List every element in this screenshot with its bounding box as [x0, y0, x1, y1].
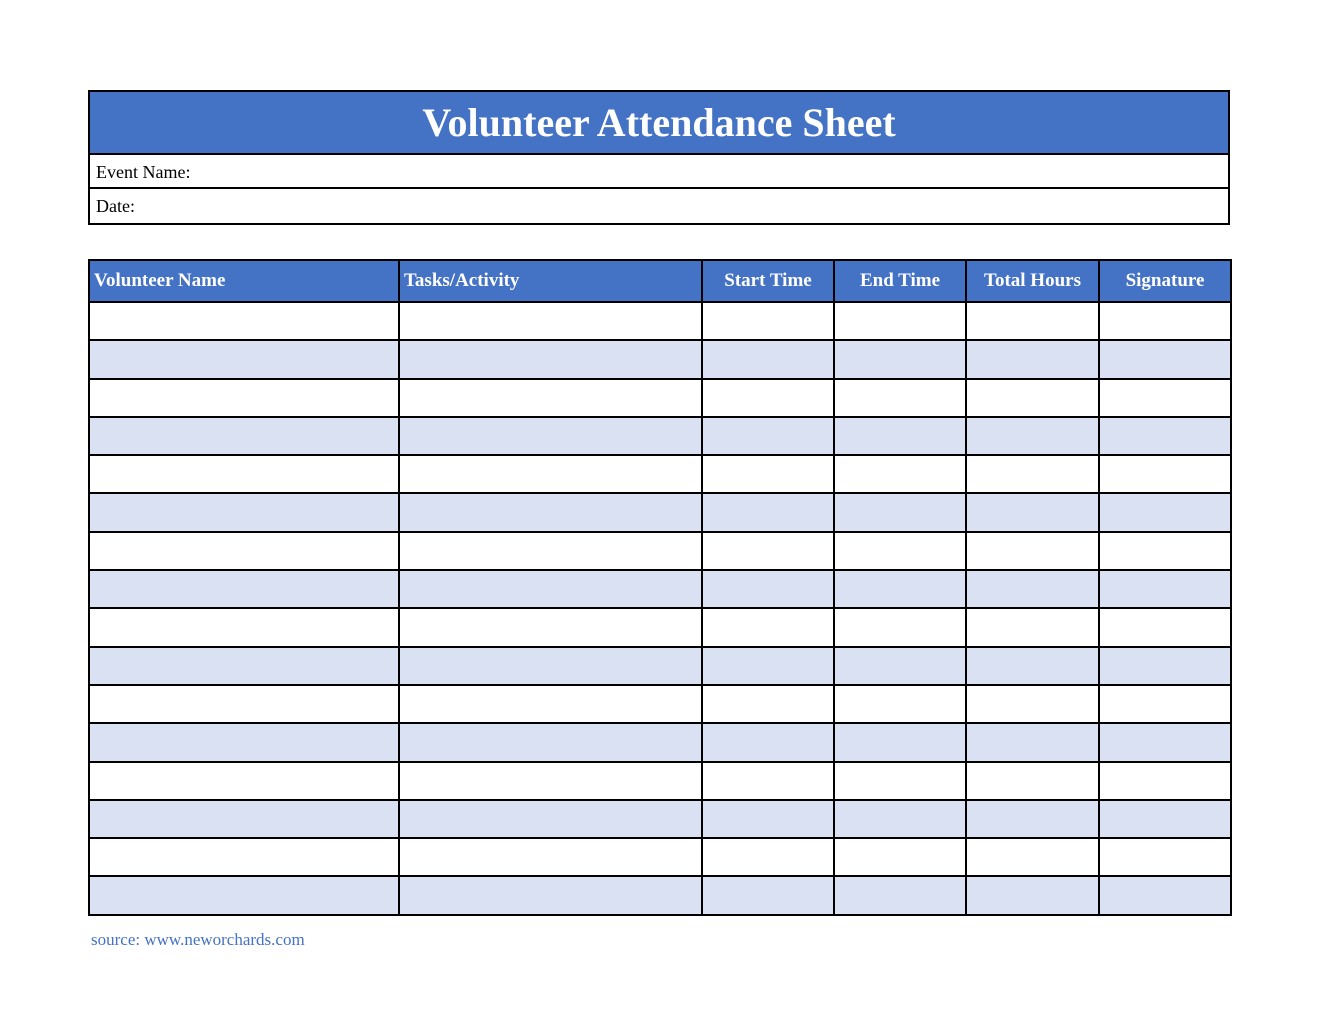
signature-cell[interactable] [1099, 379, 1231, 417]
tasks-activity-cell[interactable] [399, 800, 702, 838]
volunteer-name-cell[interactable] [89, 302, 399, 340]
signature-cell[interactable] [1099, 876, 1231, 914]
sheet-header [88, 90, 1230, 225]
total-hours-cell[interactable] [966, 838, 1099, 876]
tasks-activity-cell[interactable] [399, 455, 702, 493]
tasks-activity-cell[interactable] [399, 608, 702, 646]
signature-cell[interactable] [1099, 455, 1231, 493]
start-time-cell[interactable] [702, 340, 834, 378]
signature-cell[interactable] [1099, 302, 1231, 340]
end-time-cell[interactable] [834, 570, 966, 608]
volunteer-name-cell[interactable] [89, 685, 399, 723]
signature-cell[interactable] [1099, 493, 1231, 531]
volunteer-name-cell[interactable] [89, 647, 399, 685]
tasks-activity-cell[interactable] [399, 647, 702, 685]
start-time-cell[interactable] [702, 455, 834, 493]
total-hours-cell[interactable] [966, 340, 1099, 378]
tasks-activity-cell[interactable] [399, 685, 702, 723]
signature-cell[interactable] [1099, 762, 1231, 800]
tasks-activity-cell[interactable] [399, 723, 702, 761]
signature-cell[interactable] [1099, 608, 1231, 646]
end-time-cell[interactable] [834, 340, 966, 378]
table-row [89, 723, 1231, 761]
event-name-label: Event Name: [96, 162, 191, 182]
end-time-cell[interactable] [834, 493, 966, 531]
volunteer-name-cell[interactable] [89, 532, 399, 570]
end-time-cell[interactable] [834, 379, 966, 417]
total-hours-cell[interactable] [966, 532, 1099, 570]
signature-cell[interactable] [1099, 532, 1231, 570]
signature-cell[interactable] [1099, 647, 1231, 685]
end-time-cell[interactable] [834, 302, 966, 340]
start-time-cell[interactable] [702, 302, 834, 340]
source-link[interactable]: source: www.neworchards.com [91, 930, 305, 949]
volunteer-name-cell[interactable] [89, 340, 399, 378]
total-hours-cell[interactable] [966, 800, 1099, 838]
table-row [89, 762, 1231, 800]
volunteer-name-cell[interactable] [89, 379, 399, 417]
start-time-cell[interactable] [702, 570, 834, 608]
column-header-tasks-activity: Tasks/Activity [399, 260, 702, 302]
column-header-signature: Signature [1099, 260, 1231, 302]
tasks-activity-cell[interactable] [399, 876, 702, 914]
volunteer-name-cell[interactable] [89, 493, 399, 531]
start-time-cell[interactable] [702, 608, 834, 646]
start-time-cell[interactable] [702, 838, 834, 876]
table-row [89, 340, 1231, 378]
total-hours-cell[interactable] [966, 876, 1099, 914]
volunteer-name-cell[interactable] [89, 762, 399, 800]
volunteer-name-cell[interactable] [89, 838, 399, 876]
signature-cell[interactable] [1099, 340, 1231, 378]
date-label: Date: [96, 196, 135, 216]
total-hours-cell[interactable] [966, 762, 1099, 800]
total-hours-cell[interactable] [966, 493, 1099, 531]
tasks-activity-cell[interactable] [399, 302, 702, 340]
table-header-row [89, 260, 1231, 302]
start-time-cell[interactable] [702, 493, 834, 531]
start-time-cell[interactable] [702, 723, 834, 761]
tasks-activity-cell[interactable] [399, 417, 702, 455]
table-row [89, 532, 1231, 570]
end-time-cell[interactable] [834, 762, 966, 800]
start-time-cell[interactable] [702, 762, 834, 800]
tasks-activity-cell[interactable] [399, 532, 702, 570]
table-body [89, 302, 1231, 915]
attendance-table [88, 259, 1232, 916]
tasks-activity-cell[interactable] [399, 762, 702, 800]
tasks-activity-cell[interactable] [399, 570, 702, 608]
end-time-cell[interactable] [834, 800, 966, 838]
volunteer-name-cell[interactable] [89, 876, 399, 914]
end-time-cell[interactable] [834, 417, 966, 455]
table-row [89, 455, 1231, 493]
event-name-field[interactable] [90, 155, 1228, 189]
start-time-cell[interactable] [702, 647, 834, 685]
table-row [89, 608, 1231, 646]
start-time-cell[interactable] [702, 532, 834, 570]
tasks-activity-cell[interactable] [399, 838, 702, 876]
table-row [89, 302, 1231, 340]
end-time-cell[interactable] [834, 876, 966, 914]
column-header-volunteer-name: Volunteer Name [89, 260, 399, 302]
volunteer-name-cell[interactable] [89, 417, 399, 455]
table-row [89, 800, 1231, 838]
total-hours-cell[interactable] [966, 647, 1099, 685]
total-hours-cell[interactable] [966, 417, 1099, 455]
total-hours-cell[interactable] [966, 455, 1099, 493]
volunteer-name-cell[interactable] [89, 723, 399, 761]
end-time-cell[interactable] [834, 838, 966, 876]
signature-cell[interactable] [1099, 800, 1231, 838]
signature-cell[interactable] [1099, 723, 1231, 761]
page-title: Volunteer Attendance Sheet [90, 92, 1228, 155]
signature-cell[interactable] [1099, 838, 1231, 876]
volunteer-name-cell[interactable] [89, 608, 399, 646]
volunteer-name-cell[interactable] [89, 455, 399, 493]
total-hours-cell[interactable] [966, 608, 1099, 646]
end-time-cell[interactable] [834, 685, 966, 723]
start-time-cell[interactable] [702, 685, 834, 723]
total-hours-cell[interactable] [966, 723, 1099, 761]
table-row [89, 876, 1231, 914]
table-row [89, 570, 1231, 608]
start-time-cell[interactable] [702, 876, 834, 914]
table-row [89, 685, 1231, 723]
tasks-activity-cell[interactable] [399, 493, 702, 531]
column-header-end-time: End Time [834, 260, 966, 302]
end-time-cell[interactable] [834, 608, 966, 646]
end-time-cell[interactable] [834, 455, 966, 493]
table-row [89, 493, 1231, 531]
table-row [89, 647, 1231, 685]
table-row [89, 379, 1231, 417]
volunteer-name-cell[interactable] [89, 800, 399, 838]
table-row [89, 838, 1231, 876]
signature-cell[interactable] [1099, 570, 1231, 608]
tasks-activity-cell[interactable] [399, 379, 702, 417]
start-time-cell[interactable] [702, 379, 834, 417]
column-header-start-time: Start Time [702, 260, 834, 302]
end-time-cell[interactable] [834, 532, 966, 570]
total-hours-cell[interactable] [966, 570, 1099, 608]
table-row [89, 417, 1231, 455]
start-time-cell[interactable] [702, 417, 834, 455]
signature-cell[interactable] [1099, 417, 1231, 455]
column-header-total-hours: Total Hours [966, 260, 1099, 302]
total-hours-cell[interactable] [966, 379, 1099, 417]
volunteer-name-cell[interactable] [89, 570, 399, 608]
date-field[interactable] [90, 189, 1228, 223]
end-time-cell[interactable] [834, 723, 966, 761]
tasks-activity-cell[interactable] [399, 340, 702, 378]
start-time-cell[interactable] [702, 800, 834, 838]
total-hours-cell[interactable] [966, 685, 1099, 723]
end-time-cell[interactable] [834, 647, 966, 685]
signature-cell[interactable] [1099, 685, 1231, 723]
total-hours-cell[interactable] [966, 302, 1099, 340]
